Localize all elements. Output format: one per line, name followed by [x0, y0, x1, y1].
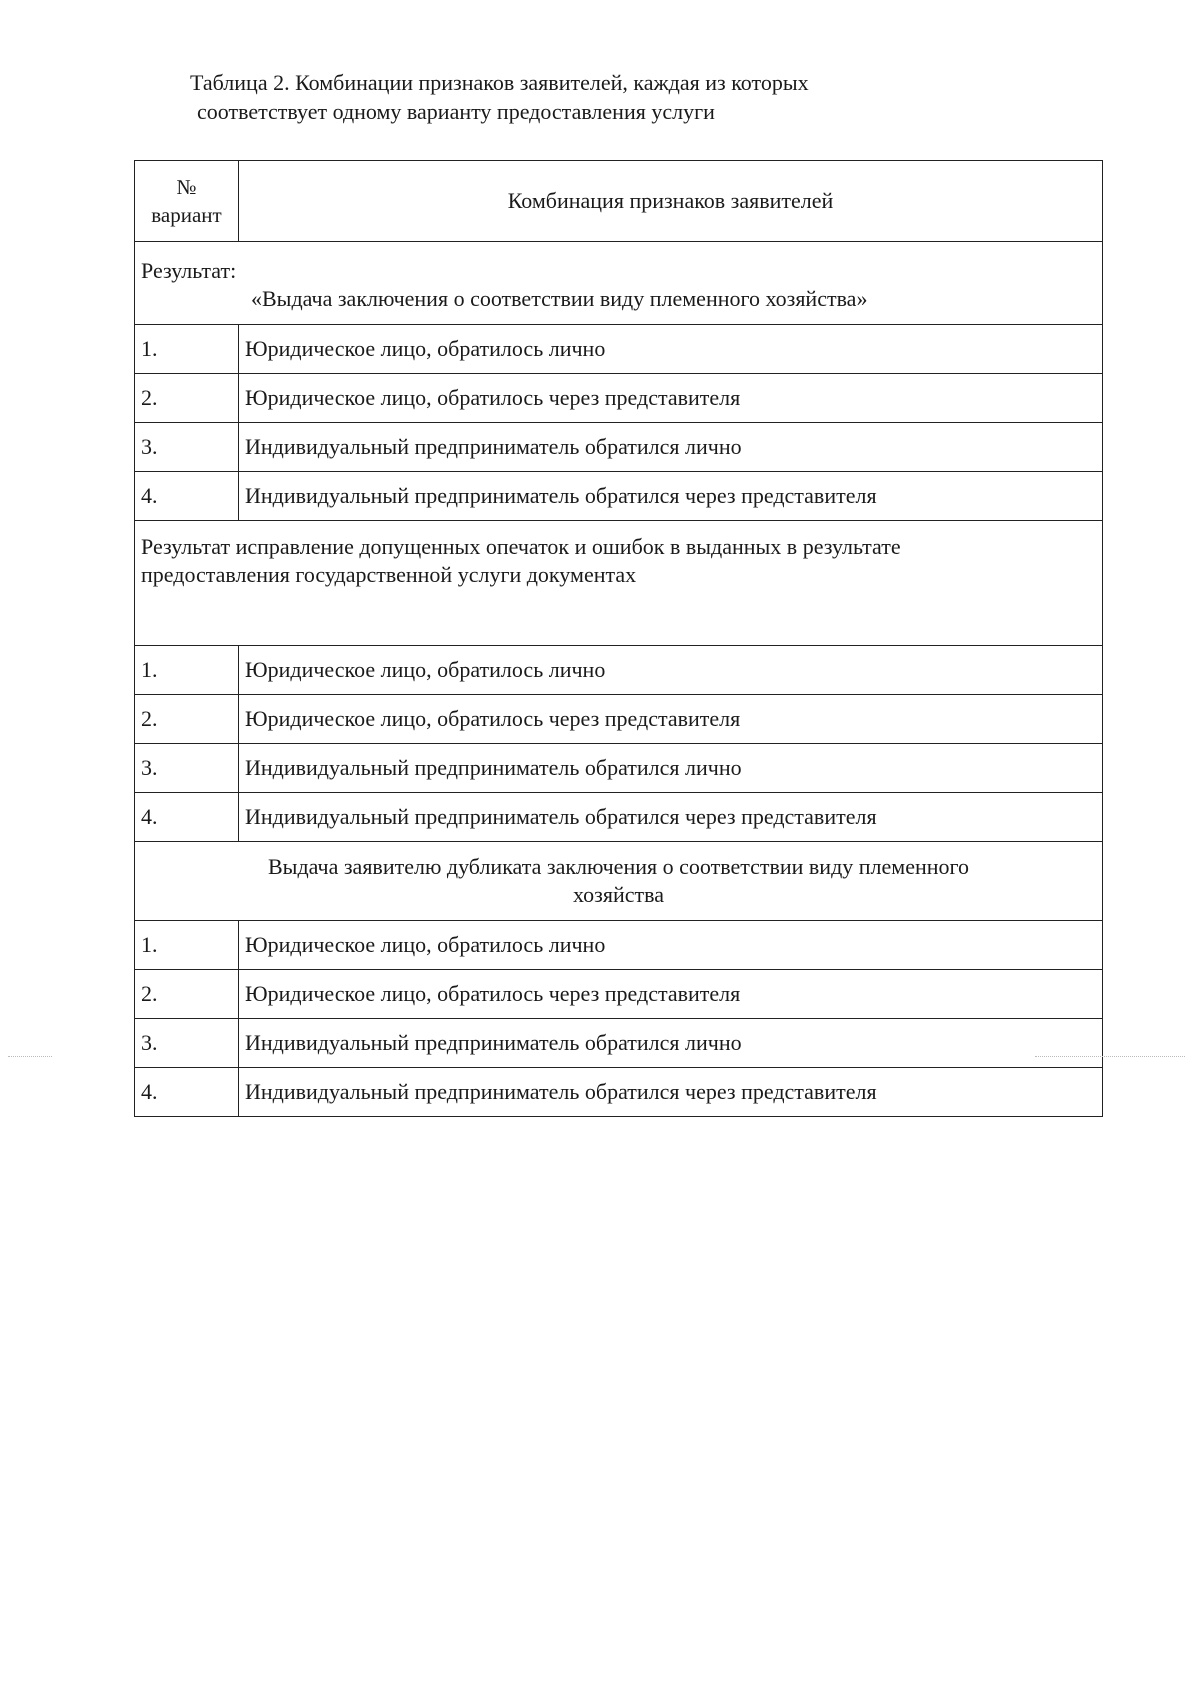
table-header-row — [135, 161, 1103, 242]
variant-number: 2. — [135, 695, 239, 744]
scan-artifact-right — [1035, 1056, 1185, 1057]
section-2-line-1: Результат исправление допущенных опечаток и ошибок в выданных в результате — [141, 534, 901, 559]
section-3-line-2: хозяйства — [573, 882, 664, 907]
table-row — [135, 646, 1103, 695]
table-row — [135, 744, 1103, 793]
variant-number: 1. — [135, 646, 239, 695]
variant-combination: Юридическое лицо, обратилось лично — [239, 325, 1103, 374]
table-row — [135, 374, 1103, 423]
table-row — [135, 1068, 1103, 1117]
header-variant-label: вариант — [151, 203, 222, 227]
table-row — [135, 695, 1103, 744]
variant-combination: Индивидуальный предприниматель обратился лично — [239, 1019, 1103, 1068]
table-row — [135, 423, 1103, 472]
section-2-title — [135, 521, 1103, 646]
variant-number: 3. — [135, 423, 239, 472]
section-1-name: «Выдача заключения о соответствии виду племенного хозяйства» — [251, 286, 868, 311]
variant-number: 4. — [135, 793, 239, 842]
variant-number: 1. — [135, 921, 239, 970]
caption-line-2: соответствует одному варианту предоставления услуги — [197, 99, 715, 124]
variant-combination: Юридическое лицо, обратилось через представителя — [239, 374, 1103, 423]
table-row — [135, 1019, 1103, 1068]
section-3-line-1: Выдача заявителю дубликата заключения о соответствии виду племенного — [268, 854, 969, 879]
applicant-combinations-table — [134, 160, 1103, 1117]
variant-combination: Индивидуальный предприниматель обратился через представителя — [239, 472, 1103, 521]
caption-line-1: Таблица 2. Комбинации признаков заявителей, каждая из которых — [190, 70, 809, 95]
section-2-line-2: предоставления государственной услуги документах — [141, 562, 637, 587]
table-row — [135, 921, 1103, 970]
section-3-title — [135, 842, 1103, 921]
variant-combination: Индивидуальный предприниматель обратился лично — [239, 744, 1103, 793]
header-number-sign: № — [176, 175, 197, 199]
variant-number: 4. — [135, 1068, 239, 1117]
variant-number: 3. — [135, 744, 239, 793]
header-variant-number — [135, 161, 239, 242]
variant-combination: Индивидуальный предприниматель обратился лично — [239, 423, 1103, 472]
header-combination: Комбинация признаков заявителей — [239, 161, 1103, 242]
variant-number: 2. — [135, 374, 239, 423]
table-row — [135, 472, 1103, 521]
variant-combination: Индивидуальный предприниматель обратился через представителя — [239, 1068, 1103, 1117]
section-2-title-row — [135, 521, 1103, 646]
section-1-title-row — [135, 242, 1103, 325]
section-1-label: Результат: — [141, 258, 237, 283]
variant-number: 2. — [135, 970, 239, 1019]
table-row — [135, 325, 1103, 374]
variant-number: 1. — [135, 325, 239, 374]
table-caption — [190, 68, 990, 126]
variant-combination: Юридическое лицо, обратилось через представителя — [239, 695, 1103, 744]
variant-number: 4. — [135, 472, 239, 521]
section-1-title — [135, 242, 1103, 325]
variant-number: 3. — [135, 1019, 239, 1068]
table-row — [135, 970, 1103, 1019]
scan-artifact-left — [8, 1056, 52, 1057]
section-3-title-row — [135, 842, 1103, 921]
variant-combination: Индивидуальный предприниматель обратился через представителя — [239, 793, 1103, 842]
table-row — [135, 793, 1103, 842]
variant-combination: Юридическое лицо, обратилось через представителя — [239, 970, 1103, 1019]
variant-combination: Юридическое лицо, обратилось лично — [239, 921, 1103, 970]
variant-combination: Юридическое лицо, обратилось лично — [239, 646, 1103, 695]
